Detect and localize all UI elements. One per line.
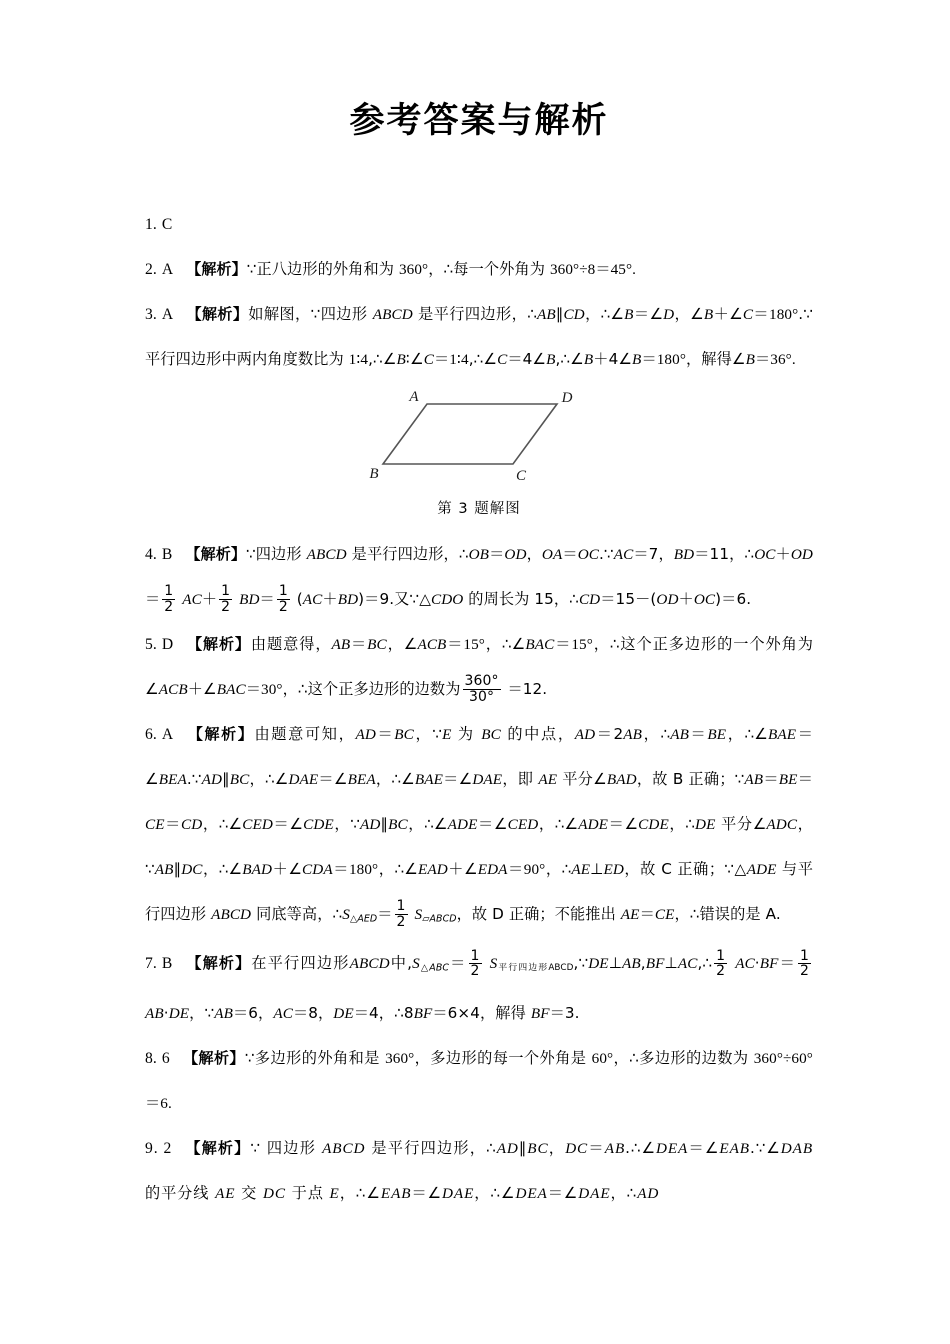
answer-letter: A [161, 260, 174, 278]
analysis-text: ∵正八边形的外角和为 360°，∴每一个外角为 360°÷8＝45°. [246, 259, 637, 278]
figure-caption: 第 3 题解图 [437, 500, 521, 517]
answer-number: 1. [145, 215, 157, 233]
analysis-tag: 【解析】 [186, 724, 255, 743]
answer-letter: 2 [163, 1140, 173, 1158]
answer-letter: A [161, 305, 174, 323]
analysis-text: ∵多边形的外角和是 360°，多边形的每一个外角是 60°，∴多边形的边数为 360°÷60°＝6. [145, 1049, 813, 1113]
analysis-text: 由题意可知，AD＝BC，∵E 为 BC 的中点，AD＝2AB，∴AB＝BE，∴∠BAE＝∠BEA.∵AD∥BC，∴∠DAE＝∠BEA，∴∠BAE＝∠DAE，即 AE 平分∠BAD，故 B 正确；∵AB＝BE＝CE＝CD，∴∠CED＝∠CDE，∵AD∥BC，∴∠ADE＝∠CED，∴∠ADE＝∠CDE，∴DE 平分∠ADC，∵AB∥DC，∴∠BAD＋∠CDA＝180°，∴∠EAD＋∠EDA＝90°，∴AE⊥ED，故 C 正确；∵△ADE 与平行四边形 ABCD 同底等高，$\therefore S_{\triangle AED}=$ $\frac{1}{2}$ $S_{▱ABCD}$，故 D 正确；不能推出 AE＝CE，∴错误的是 A. [145, 724, 814, 931]
vertex-label-c: C [515, 467, 527, 484]
answer-number: 6. [145, 725, 157, 743]
answer-number: 4. [145, 545, 157, 563]
answer-item-7 [145, 941, 813, 1036]
analysis-tag: 【解析】 [186, 304, 249, 323]
fraction-one-half: $\frac{1}{2}$ [164, 583, 174, 616]
page-title: 参考答案与解析 [349, 101, 609, 141]
answer-number: 3. [145, 305, 157, 323]
subscript-pgram-abcd-cn: 平行四边形ABCD [497, 963, 574, 974]
fraction-one-half: $\frac{1}{2}$ [396, 898, 406, 931]
fraction-one-half: $\frac{1}{2}$ [799, 947, 809, 980]
answer-letter: C [161, 215, 173, 233]
answer-item-2 [145, 247, 813, 292]
answer-item-4 [145, 532, 813, 622]
answer-number: 2. [145, 260, 157, 278]
analysis-text: 由题意得，AB＝BC，∠ACB＝15°，∴∠BAC＝15°，∴这个正多边形的一个外角为∠ACB＋∠BAC＝30°，∴这个正多边形的边数为 $\frac{360^\circ}{30^\circ}$ ＝12. [145, 634, 813, 706]
answer-letter: B [161, 545, 173, 563]
answer-item-9 [145, 1126, 813, 1216]
fraction-one-half: $\frac{1}{2}$ [278, 583, 288, 616]
vertex-label-a: A [409, 388, 419, 405]
answer-number: 9. [145, 1140, 159, 1158]
subscript-triangle-aed: △AED [349, 913, 378, 925]
answer-item-3 [145, 292, 813, 382]
analysis-tag: 【解析】 [185, 954, 252, 973]
subscript-pgram-abcd: ▱ABCD [422, 913, 457, 925]
fraction-one-half: $\frac{1}{2}$ [470, 947, 480, 980]
vertex-label-b: B [369, 465, 379, 482]
parallelogram-diagram [369, 388, 589, 488]
analysis-text: ∵四边形 ABCD 是平行四边形，∴OB＝OD，OA＝OC.∵AC＝7，BD＝11，∴OC＋OD＝ $\frac{1}{2}$ AC＋ $\frac{1}{2}$ BD＝ $\frac{1}{2}$ (AC＋BD)＝9.又∵△CDO 的周长为 15，∴CD＝15－(OD＋OC)＝6. [145, 544, 813, 616]
answer-letter: D [161, 635, 174, 653]
answer-number: 7. [145, 955, 157, 973]
fraction-one-half: $\frac{1}{2}$ [716, 947, 726, 980]
figure-question-3 [145, 388, 813, 518]
fraction-360-over-30: $\frac{360^\circ}{30^\circ}$ [464, 673, 499, 706]
vertex-label-d: D [561, 389, 573, 406]
answer-number: 5. [145, 635, 157, 653]
analysis-tag: 【解析】 [186, 259, 247, 278]
analysis-tag: 【解析】 [185, 1139, 251, 1158]
fraction-one-half: $\frac{1}{2}$ [221, 583, 231, 616]
answer-item-1 [145, 202, 813, 247]
answer-letter: A [161, 725, 174, 743]
subscript-triangle-abc: △ABC [419, 962, 450, 974]
answer-letter: B [161, 955, 173, 973]
parallelogram-shape [383, 404, 557, 464]
analysis-tag: 【解析】 [182, 1049, 245, 1068]
analysis-text: ∵ 四边形 ABCD 是平行四边形，∴AD∥BC，DC＝AB.∴∠DEA＝∠EAB.∵∠DAB 的平分线 AE 交 DC 于点 E，∴∠EAB＝∠DAE，∴∠DEA＝∠DAE，∴AD [145, 1139, 814, 1203]
page-content [145, 100, 813, 1216]
answer-number: 8. [145, 1050, 157, 1068]
answer-letter: 6 [161, 1050, 170, 1068]
answer-item-8 [145, 1036, 813, 1126]
analysis-tag: 【解析】 [185, 544, 246, 563]
analysis-text: 如解图，∵四边形 ABCD 是平行四边形，∴AB∥CD，∴∠B＝∠D，∠B＋∠C＝180°.∵平行四边形中两内角度数比为 1∶4,∴∠B∶∠C＝1∶4,∴∠C＝4∠B,∴∠B＋4∠B＝180°，解得∠B＝36°. [145, 304, 813, 368]
analysis-text: 在平行四边形ABCD中$,S_{\triangle ABC}=$ $\frac{1}{2}$ $S_{平行四边形ABCD},\because DE\perp AB,BF\perp AC,\therefore$ $\frac{1}{2}$ AC·BF＝ $\frac{1}{2}$ AB·DE，∵AB＝6，AC＝8，DE＝4，∴8BF＝6×4，解得 BF＝3. [145, 947, 809, 1023]
answer-item-5 [145, 622, 813, 712]
answer-item-6 [145, 712, 813, 941]
analysis-tag: 【解析】 [186, 634, 251, 653]
